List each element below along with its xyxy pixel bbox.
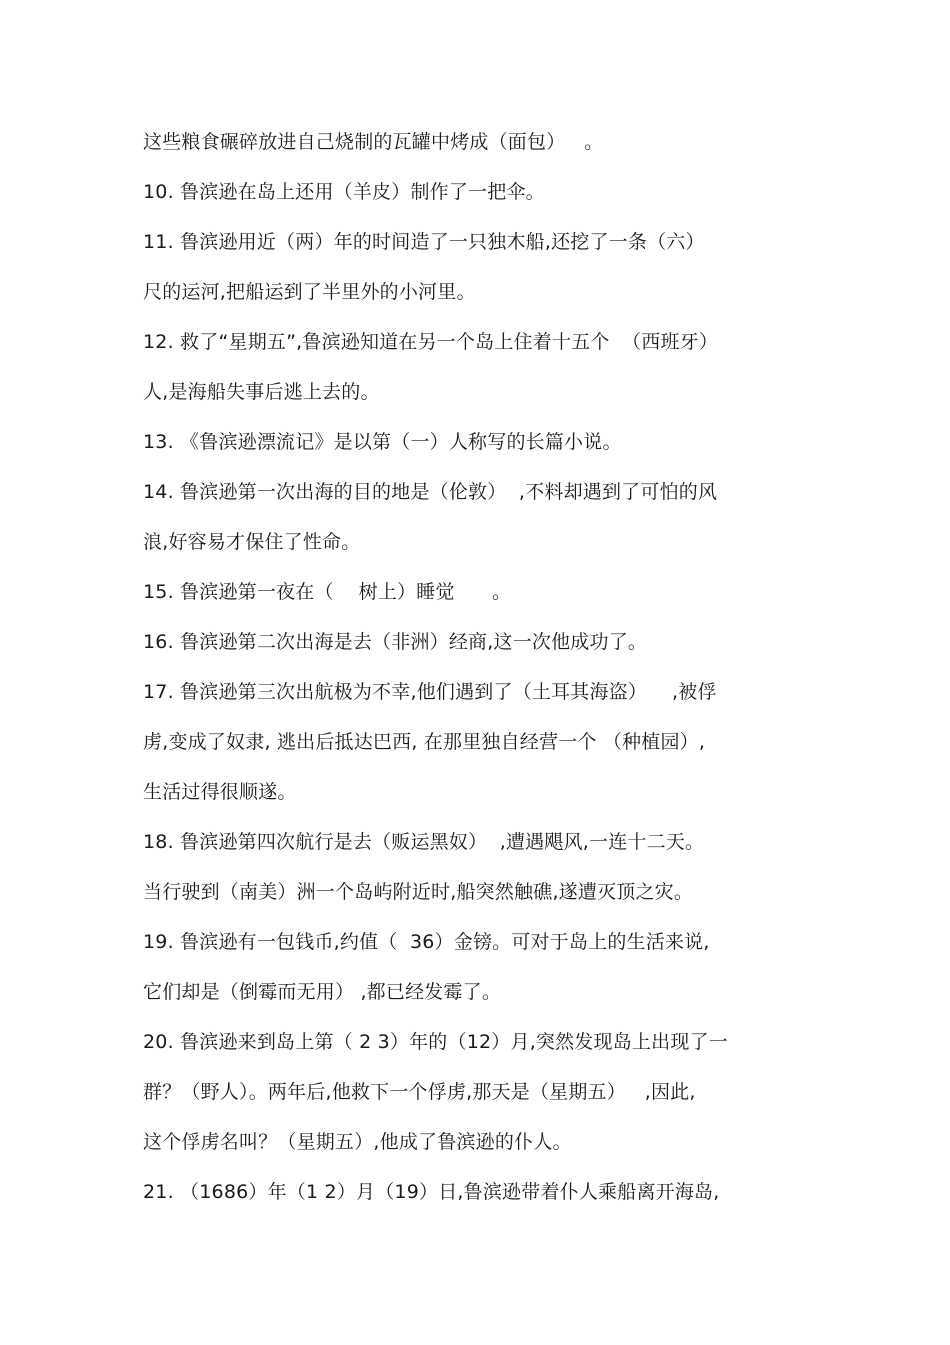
- text-line: 这个俘虏名叫？（星期五）,他成了鲁滨逊的仆人。: [143, 1131, 572, 1153]
- item-20: 20. 鲁滨逊来到岛上第（ 2 3）年的（12）月,突然发现岛上出现了一: [143, 1031, 728, 1053]
- item-14: 14. 鲁滨逊第一次出海的目的地是（伦敦） ,不料却遇到了可怕的风: [143, 481, 718, 503]
- text-line: 浪,好容易才保住了性命。: [143, 531, 361, 553]
- text-line: 生活过得很顺遂。: [143, 781, 297, 803]
- item-11: 11. 鲁滨逊用近（两）年的时间造了一只独木船,还挖了一条（六）: [143, 231, 705, 253]
- text-line: 尺的运河,把船运到了半里外的小河里。: [143, 281, 476, 303]
- item-13: 13. 《鲁滨逊漂流记》是以第（一）人称写的长篇小说。: [143, 431, 622, 453]
- text-line: 当行驶到（南美）洲一个岛屿附近时,船突然触礁,遂遭灭顶之灾。: [143, 881, 694, 903]
- item-10: 10. 鲁滨逊在岛上还用（羊皮）制作了一把伞。: [143, 181, 545, 203]
- text-line: 虏,变成了奴隶, 逃出后抵达巴西, 在那里独自经营一个 （种植园）,: [143, 731, 706, 753]
- item-16: 16. 鲁滨逊第二次出海是去（非洲）经商,这一次他成功了。: [143, 631, 648, 653]
- item-21: 21. （1686）年（1 2）月（19）日,鲁滨逊带着仆人乘船离开海岛,: [143, 1181, 720, 1203]
- item-15: 15. 鲁滨逊第一夜在（ 树上）睡觉 。: [143, 581, 512, 603]
- text-line: 这些粮食碾碎放进自己烧制的瓦罐中烤成（面包） 。: [143, 131, 604, 153]
- item-12: 12. 救了“星期五”,鲁滨逊知道在另一个岛上住着十五个 （西班牙）: [143, 331, 719, 353]
- item-18: 18. 鲁滨逊第四次航行是去（贩运黑奴） ,遭遇飓风,一连十二天。: [143, 831, 705, 853]
- text-line: 人,是海船失事后逃上去的。: [143, 381, 380, 403]
- text-line: 它们却是（倒霉而无用） ,都已经发霉了。: [143, 981, 502, 1003]
- text-line: 群？（野人）。两年后,他救下一个俘虏,那天是（星期五） ,因此,: [143, 1081, 696, 1103]
- item-17: 17. 鲁滨逊第三次出航极为不幸,他们遇到了（土耳其海盗） ,被俘: [143, 681, 717, 703]
- item-19: 19. 鲁滨逊有一包钱币,约值（ 36）金镑。可对于岛上的生活来说,: [143, 931, 710, 953]
